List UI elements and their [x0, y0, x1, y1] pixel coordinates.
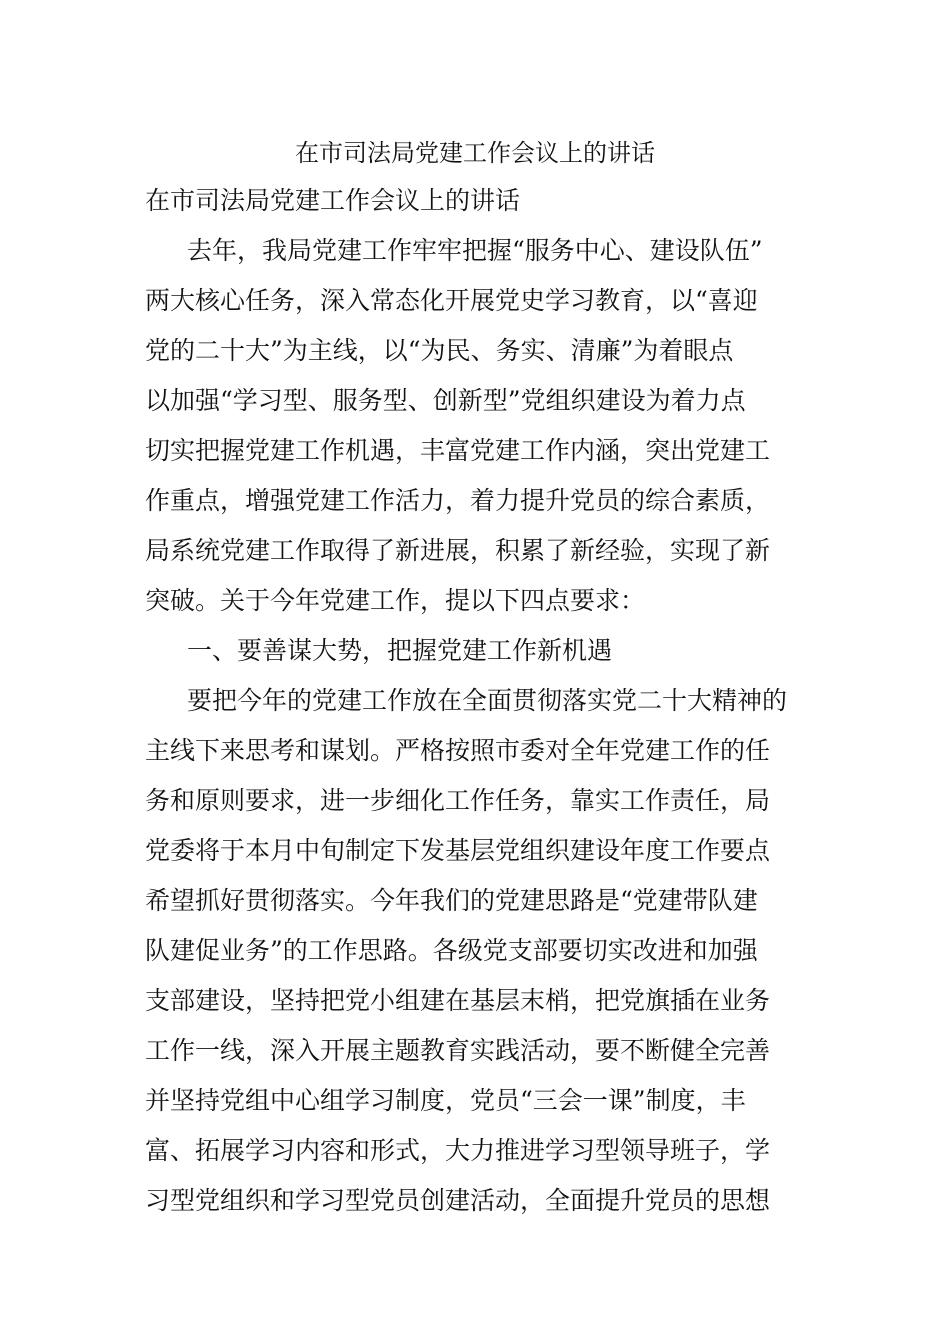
paragraph-line: 作重点，增强党建工作活力，着力提升党员的综合素质，: [145, 486, 771, 515]
paragraph-line: 突破。关于今年党建工作，提以下四点要求：: [145, 586, 646, 615]
paragraph-line: 务和原则要求，进一步细化工作任务，靠实工作责任，局: [145, 786, 771, 815]
paragraph-line: 去年，我局党建工作牢牢把握“服务中心、建设队伍”: [187, 236, 763, 265]
paragraph-line: 要把今年的党建工作放在全面贯彻落实党二十大精神的: [187, 686, 788, 715]
document-subtitle: 在市司法局党建工作会议上的讲话: [145, 186, 521, 215]
paragraph-line: 局系统党建工作取得了新进展，积累了新经验，实现了新: [145, 536, 771, 565]
paragraph-line: 党委将于本月中旬制定下发基层党组织建设年度工作要点: [145, 836, 771, 865]
paragraph-line: 切实把握党建工作机遇，丰富党建工作内涵，突出党建工: [145, 436, 771, 465]
paragraph-line: 队建促业务”的工作思路。各级党支部要切实改进和加强: [145, 936, 758, 965]
paragraph-line: 并坚持党组中心组学习制度，党员“三会一课”制度，丰: [145, 1086, 746, 1115]
paragraph-line: 主线下来思考和谋划。严格按照市委对全年党建工作的任: [145, 736, 771, 765]
paragraph-line: 习型党组织和学习型党员创建活动，全面提升党员的思想: [145, 1186, 771, 1215]
paragraph-line: 两大核心任务，深入常态化开展党史学习教育，以“喜迎: [145, 286, 758, 315]
paragraph-line: 希望抓好贯彻落实。今年我们的党建思路是“党建带队建: [145, 886, 758, 915]
paragraph-line: 党的二十大”为主线，以“为民、务实、清廉”为着眼点: [145, 336, 734, 365]
paragraph-line: 以加强“学习型、服务型、创新型”党组织建设为着力点: [145, 386, 746, 415]
paragraph-line: 工作一线，深入开展主题教育实践活动，要不断健全完善: [145, 1036, 771, 1065]
paragraph-line: 富、拓展学习内容和形式，大力推进学习型领导班子，学: [145, 1136, 771, 1165]
document-title: 在市司法局党建工作会议上的讲话: [295, 139, 655, 167]
paragraph-line: 支部建设，坚持把党小组建在基层末梢，把党旗插在业务: [145, 986, 771, 1015]
section-heading: 一、要善谋大势，把握党建工作新机遇: [187, 636, 613, 665]
